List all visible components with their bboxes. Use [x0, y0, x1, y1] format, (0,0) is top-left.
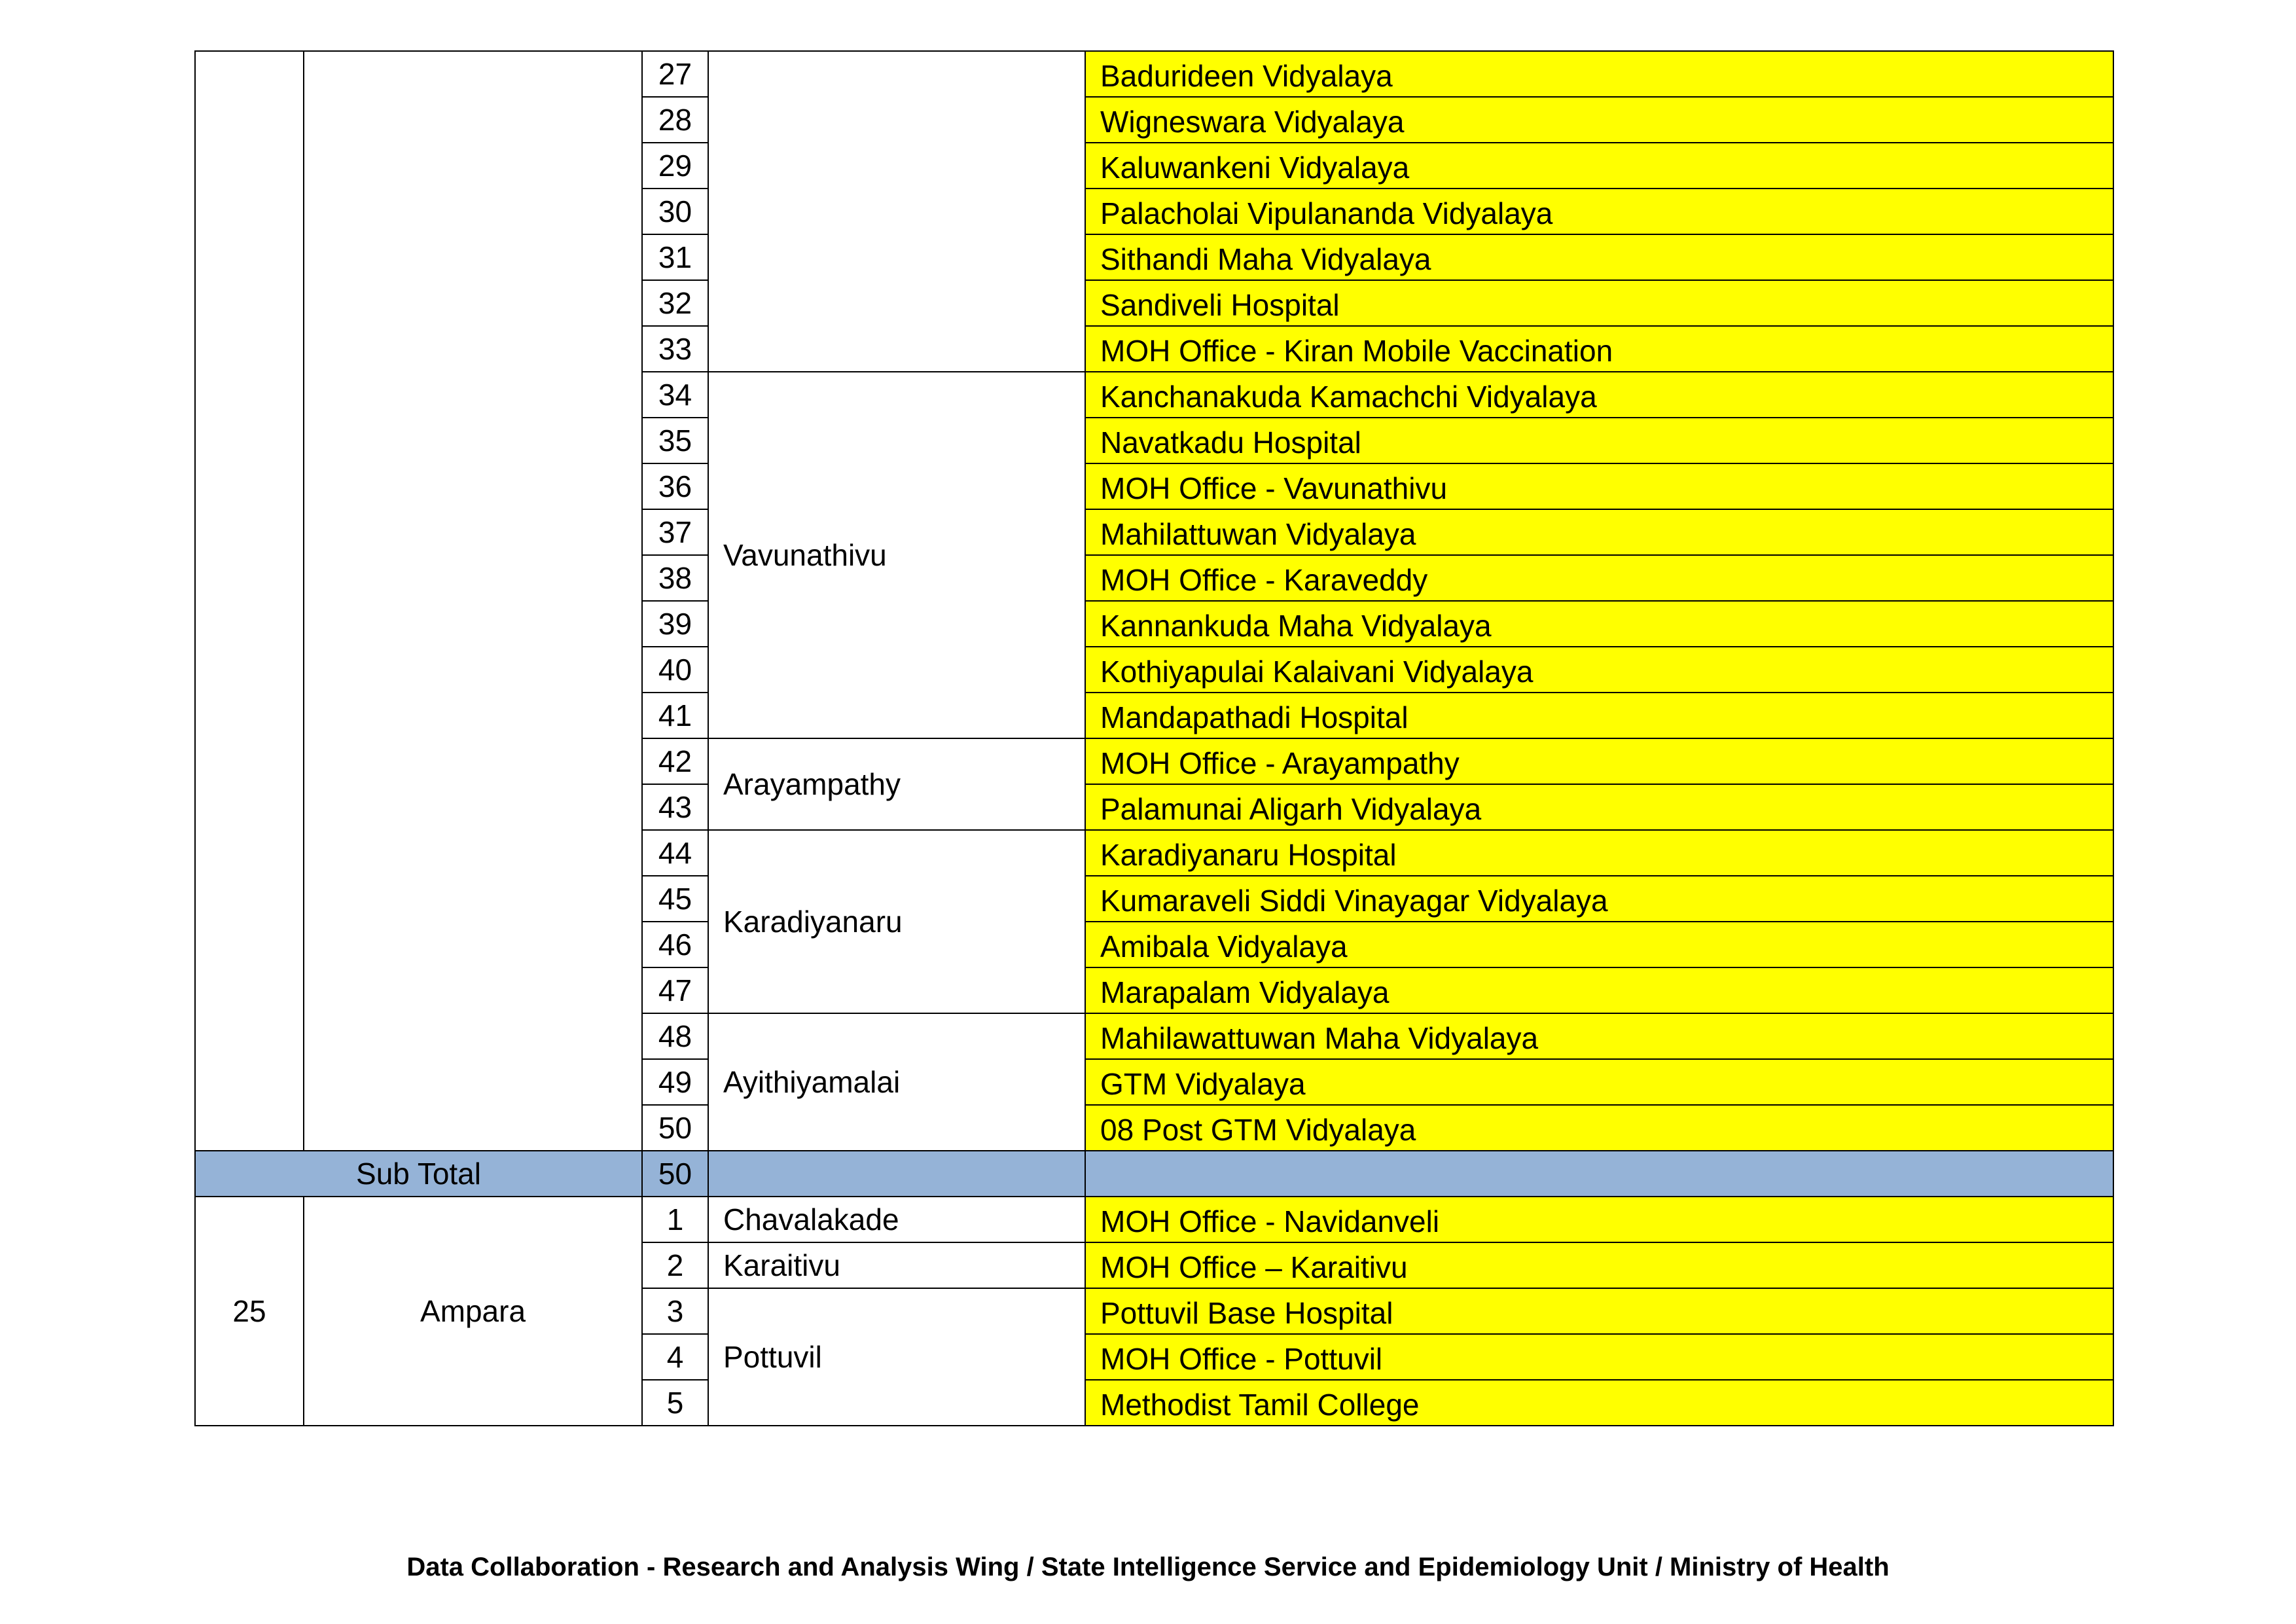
site-name: Marapalam Vidyalaya	[1085, 967, 2113, 1013]
table-row	[195, 1197, 2113, 1242]
row-number: 50	[642, 1105, 708, 1151]
row-number: 30	[642, 189, 708, 234]
site-name: MOH Office - Karaveddy	[1085, 555, 2113, 601]
site-name: Badurideen Vidyalaya	[1085, 51, 2113, 97]
row-number: 27	[642, 51, 708, 97]
row-number: 31	[642, 234, 708, 280]
row-number: 1	[642, 1197, 708, 1242]
row-number: 41	[642, 693, 708, 738]
site-name: 08 Post GTM Vidyalaya	[1085, 1105, 2113, 1151]
site-name: Palacholai Vipulananda Vidyalaya	[1085, 189, 2113, 234]
area-chavalakade: Chavalakade	[708, 1197, 1085, 1242]
district-name: Ampara	[304, 1197, 642, 1426]
area-pottuvil: Pottuvil	[708, 1288, 1085, 1426]
row-number: 47	[642, 967, 708, 1013]
row-number: 36	[642, 463, 708, 509]
row-number: 33	[642, 326, 708, 372]
site-name: Amibala Vidyalaya	[1085, 922, 2113, 967]
subtotal-site-empty	[1085, 1151, 2113, 1197]
site-name: MOH Office - Vavunathivu	[1085, 463, 2113, 509]
site-name: Mahilawattuwan Maha Vidyalaya	[1085, 1013, 2113, 1059]
site-name: Navatkadu Hospital	[1085, 418, 2113, 463]
footer-credit: Data Collaboration - Research and Analysis Wing / State Intelligence Service and Epidemiology Unit / Ministry of Health	[406, 1553, 1890, 1581]
row-number: 5	[642, 1380, 708, 1426]
site-name: Mandapathadi Hospital	[1085, 693, 2113, 738]
area-vavunathivu: Vavunathivu	[708, 372, 1085, 738]
row-number: 32	[642, 280, 708, 326]
site-name: Mahilattuwan Vidyalaya	[1085, 509, 2113, 555]
site-name: Kothiyapulai Kalaivani Vidyalaya	[1085, 647, 2113, 693]
row-number: 28	[642, 97, 708, 143]
table-row	[195, 51, 2113, 97]
site-name: MOH Office - Kiran Mobile Vaccination	[1085, 326, 2113, 372]
row-number: 46	[642, 922, 708, 967]
site-name: GTM Vidyalaya	[1085, 1059, 2113, 1105]
area-ayithiyamalai: Ayithiyamalai	[708, 1013, 1085, 1151]
row-number: 40	[642, 647, 708, 693]
row-number: 2	[642, 1242, 708, 1288]
area-karaitivu: Karaitivu	[708, 1242, 1085, 1288]
site-name: MOH Office – Karaitivu	[1085, 1242, 2113, 1288]
subtotal-row	[195, 1151, 2113, 1197]
row-number: 34	[642, 372, 708, 418]
site-name: Methodist Tamil College	[1085, 1380, 2113, 1426]
subtotal-label: Sub Total	[195, 1151, 642, 1197]
site-name: Kumaraveli Siddi Vinayagar Vidyalaya	[1085, 876, 2113, 922]
area-arayampathy: Arayampathy	[708, 738, 1085, 830]
site-name: MOH Office - Navidanveli	[1085, 1197, 2113, 1242]
site-name: Wigneswara Vidyalaya	[1085, 97, 2113, 143]
serial-number: 25	[195, 1197, 304, 1426]
site-name: Palamunai Aligarh Vidyalaya	[1085, 784, 2113, 830]
serial-cell	[195, 51, 304, 1151]
row-number: 38	[642, 555, 708, 601]
site-name: Kanchanakuda Kamachchi Vidyalaya	[1085, 372, 2113, 418]
site-name: Pottuvil Base Hospital	[1085, 1288, 2113, 1334]
row-number: 42	[642, 738, 708, 784]
subtotal-area-empty	[708, 1151, 1085, 1197]
row-number: 45	[642, 876, 708, 922]
row-number: 29	[642, 143, 708, 189]
subtotal-count: 50	[642, 1151, 708, 1197]
area-cell	[708, 51, 1085, 372]
site-name: Sithandi Maha Vidyalaya	[1085, 234, 2113, 280]
row-number: 3	[642, 1288, 708, 1334]
row-number: 48	[642, 1013, 708, 1059]
row-number: 39	[642, 601, 708, 647]
site-name: Karadiyanaru Hospital	[1085, 830, 2113, 876]
row-number: 44	[642, 830, 708, 876]
site-name: Kannankuda Maha Vidyalaya	[1085, 601, 2113, 647]
site-name: Kaluwankeni Vidyalaya	[1085, 143, 2113, 189]
district-cell	[304, 51, 642, 1151]
row-number: 35	[642, 418, 708, 463]
row-number: 4	[642, 1334, 708, 1380]
site-name: MOH Office - Pottuvil	[1085, 1334, 2113, 1380]
site-name: MOH Office - Arayampathy	[1085, 738, 2113, 784]
row-number: 43	[642, 784, 708, 830]
site-name: Sandiveli Hospital	[1085, 280, 2113, 326]
area-karadiyanaru: Karadiyanaru	[708, 830, 1085, 1013]
row-number: 49	[642, 1059, 708, 1105]
row-number: 37	[642, 509, 708, 555]
vaccination-centres-table	[194, 50, 2114, 1426]
